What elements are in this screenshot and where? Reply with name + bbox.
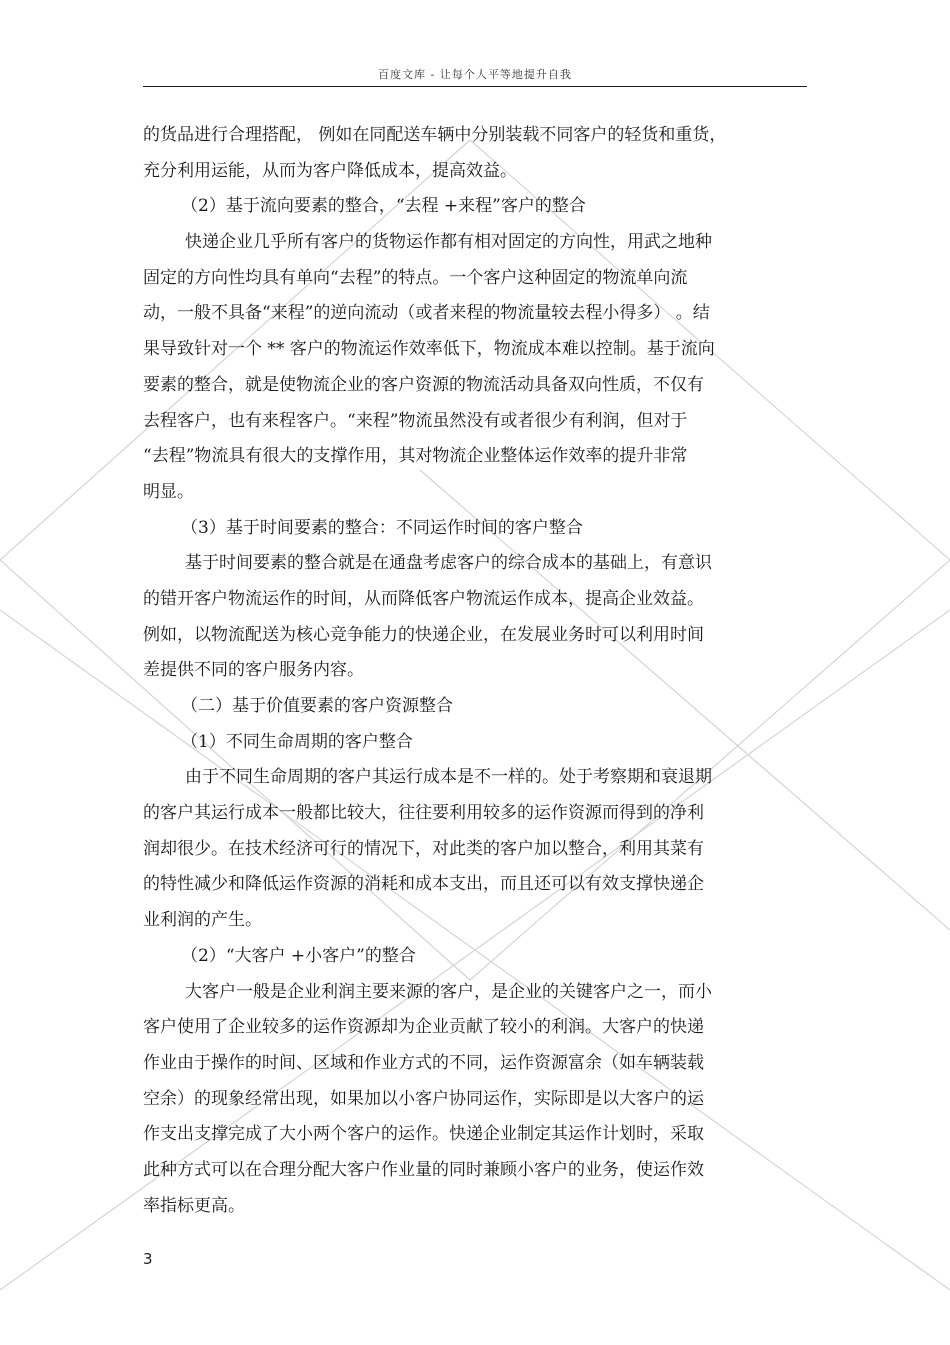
text-line: 此种方式可以在合理分配大客户作业量的同时兼顾小客户的业务，使运作效 xyxy=(143,1159,704,1180)
text-line: 空余）的现象经常出现，如果加以小客户协同运作，实际即是以大客户的运 xyxy=(143,1088,704,1109)
text-line: 业利润的产生。 xyxy=(143,910,262,931)
text-line: 差提供不同的客户服务内容。 xyxy=(143,660,364,681)
header-divider xyxy=(143,86,807,87)
text-line: 由于不同生命周期的客户其运行成本是不一样的。处于考察期和衰退期 xyxy=(185,767,712,788)
text-line: 去程客户，也有来程客户。“来程”物流虽然没有或者很少有利润，但对于 xyxy=(143,410,688,431)
text-line: 客户使用了企业较多的运作资源却为企业贡献了较小的利润。大客户的快递 xyxy=(143,1017,704,1038)
text-line: “去程”物流具有很大的支撑作用，其对物流企业整体运作效率的提升非常 xyxy=(143,446,688,467)
text-line: 作支出支撑完成了大小两个客户的运作。快递企业制定其运作计划时，采取 xyxy=(143,1124,704,1145)
text-line: （2）基于流向要素的整合，“去程 +来程”客户的整合 xyxy=(181,196,586,217)
text-line: （2）“大客户 +小客户”的整合 xyxy=(181,945,416,966)
text-line: 率指标更高。 xyxy=(143,1195,245,1216)
text-line: 明显。 xyxy=(143,481,194,502)
text-line: 固定的方向性均具有单向“去程”的特点。一个客户这种固定的物流单向流 xyxy=(143,267,688,288)
text-line: 要素的整合，就是使物流企业的客户资源的物流活动具备双向性质，不仅有 xyxy=(143,374,704,395)
text-line: 动，一般不具备“来程”的逆向流动（或者来程的物流量较去程小得多） 。结 xyxy=(143,303,710,324)
text-line: 的错开客户物流运作的时间，从而降低客户物流运作成本，提高企业效益。 xyxy=(143,588,704,609)
text-line: 的客户其运行成本一般都比较大，往往要利用较多的运作资源而得到的净利 xyxy=(143,803,704,824)
text-line: 润却很少。在技术经济可行的情况下，对此类的客户加以整合，利用其菜有 xyxy=(143,838,704,859)
page-number: 3 xyxy=(143,1250,153,1268)
text-line: （二）基于价值要素的客户资源整合 xyxy=(181,696,453,716)
text-line: 的货品进行合理搭配， 例如在同配送车辆中分别装载不同客户的轻货和重货， xyxy=(143,125,727,145)
text-line: 基于时间要素的整合就是在通盘考虑客户的综合成本的基础上，有意识 xyxy=(185,553,712,574)
page-header: 百度文库 - 让每个人平等地提升自我 xyxy=(378,68,572,81)
text-line: （1）不同生命周期的客户整合 xyxy=(181,731,413,752)
text-line: （3）基于时间要素的整合：不同运作时间的客户整合 xyxy=(181,517,583,538)
document-body xyxy=(143,118,807,1224)
text-line: 作业由于操作的时间、区域和作业方式的不同，运作资源富余（如车辆装载 xyxy=(143,1052,704,1073)
text-line: 大客户一般是企业利润主要来源的客户，是企业的关键客户之一，而小 xyxy=(185,981,712,1002)
text-line: 例如，以物流配送为核心竞争能力的快递企业，在发展业务时可以利用时间 xyxy=(143,624,704,645)
text-line: 的特性减少和降低运作资源的消耗和成本支出，而且还可以有效支撑快递企 xyxy=(143,874,704,895)
text-line: 快递企业几乎所有客户的货物运作都有相对固定的方向性，用武之地种 xyxy=(185,232,712,253)
text-line: 充分利用运能，从而为客户降低成本，提高效益。 xyxy=(143,160,517,181)
text-line: 果导致针对一个 ** 客户的物流运作效率低下，物流成本难以控制。基于流向 xyxy=(143,339,715,360)
